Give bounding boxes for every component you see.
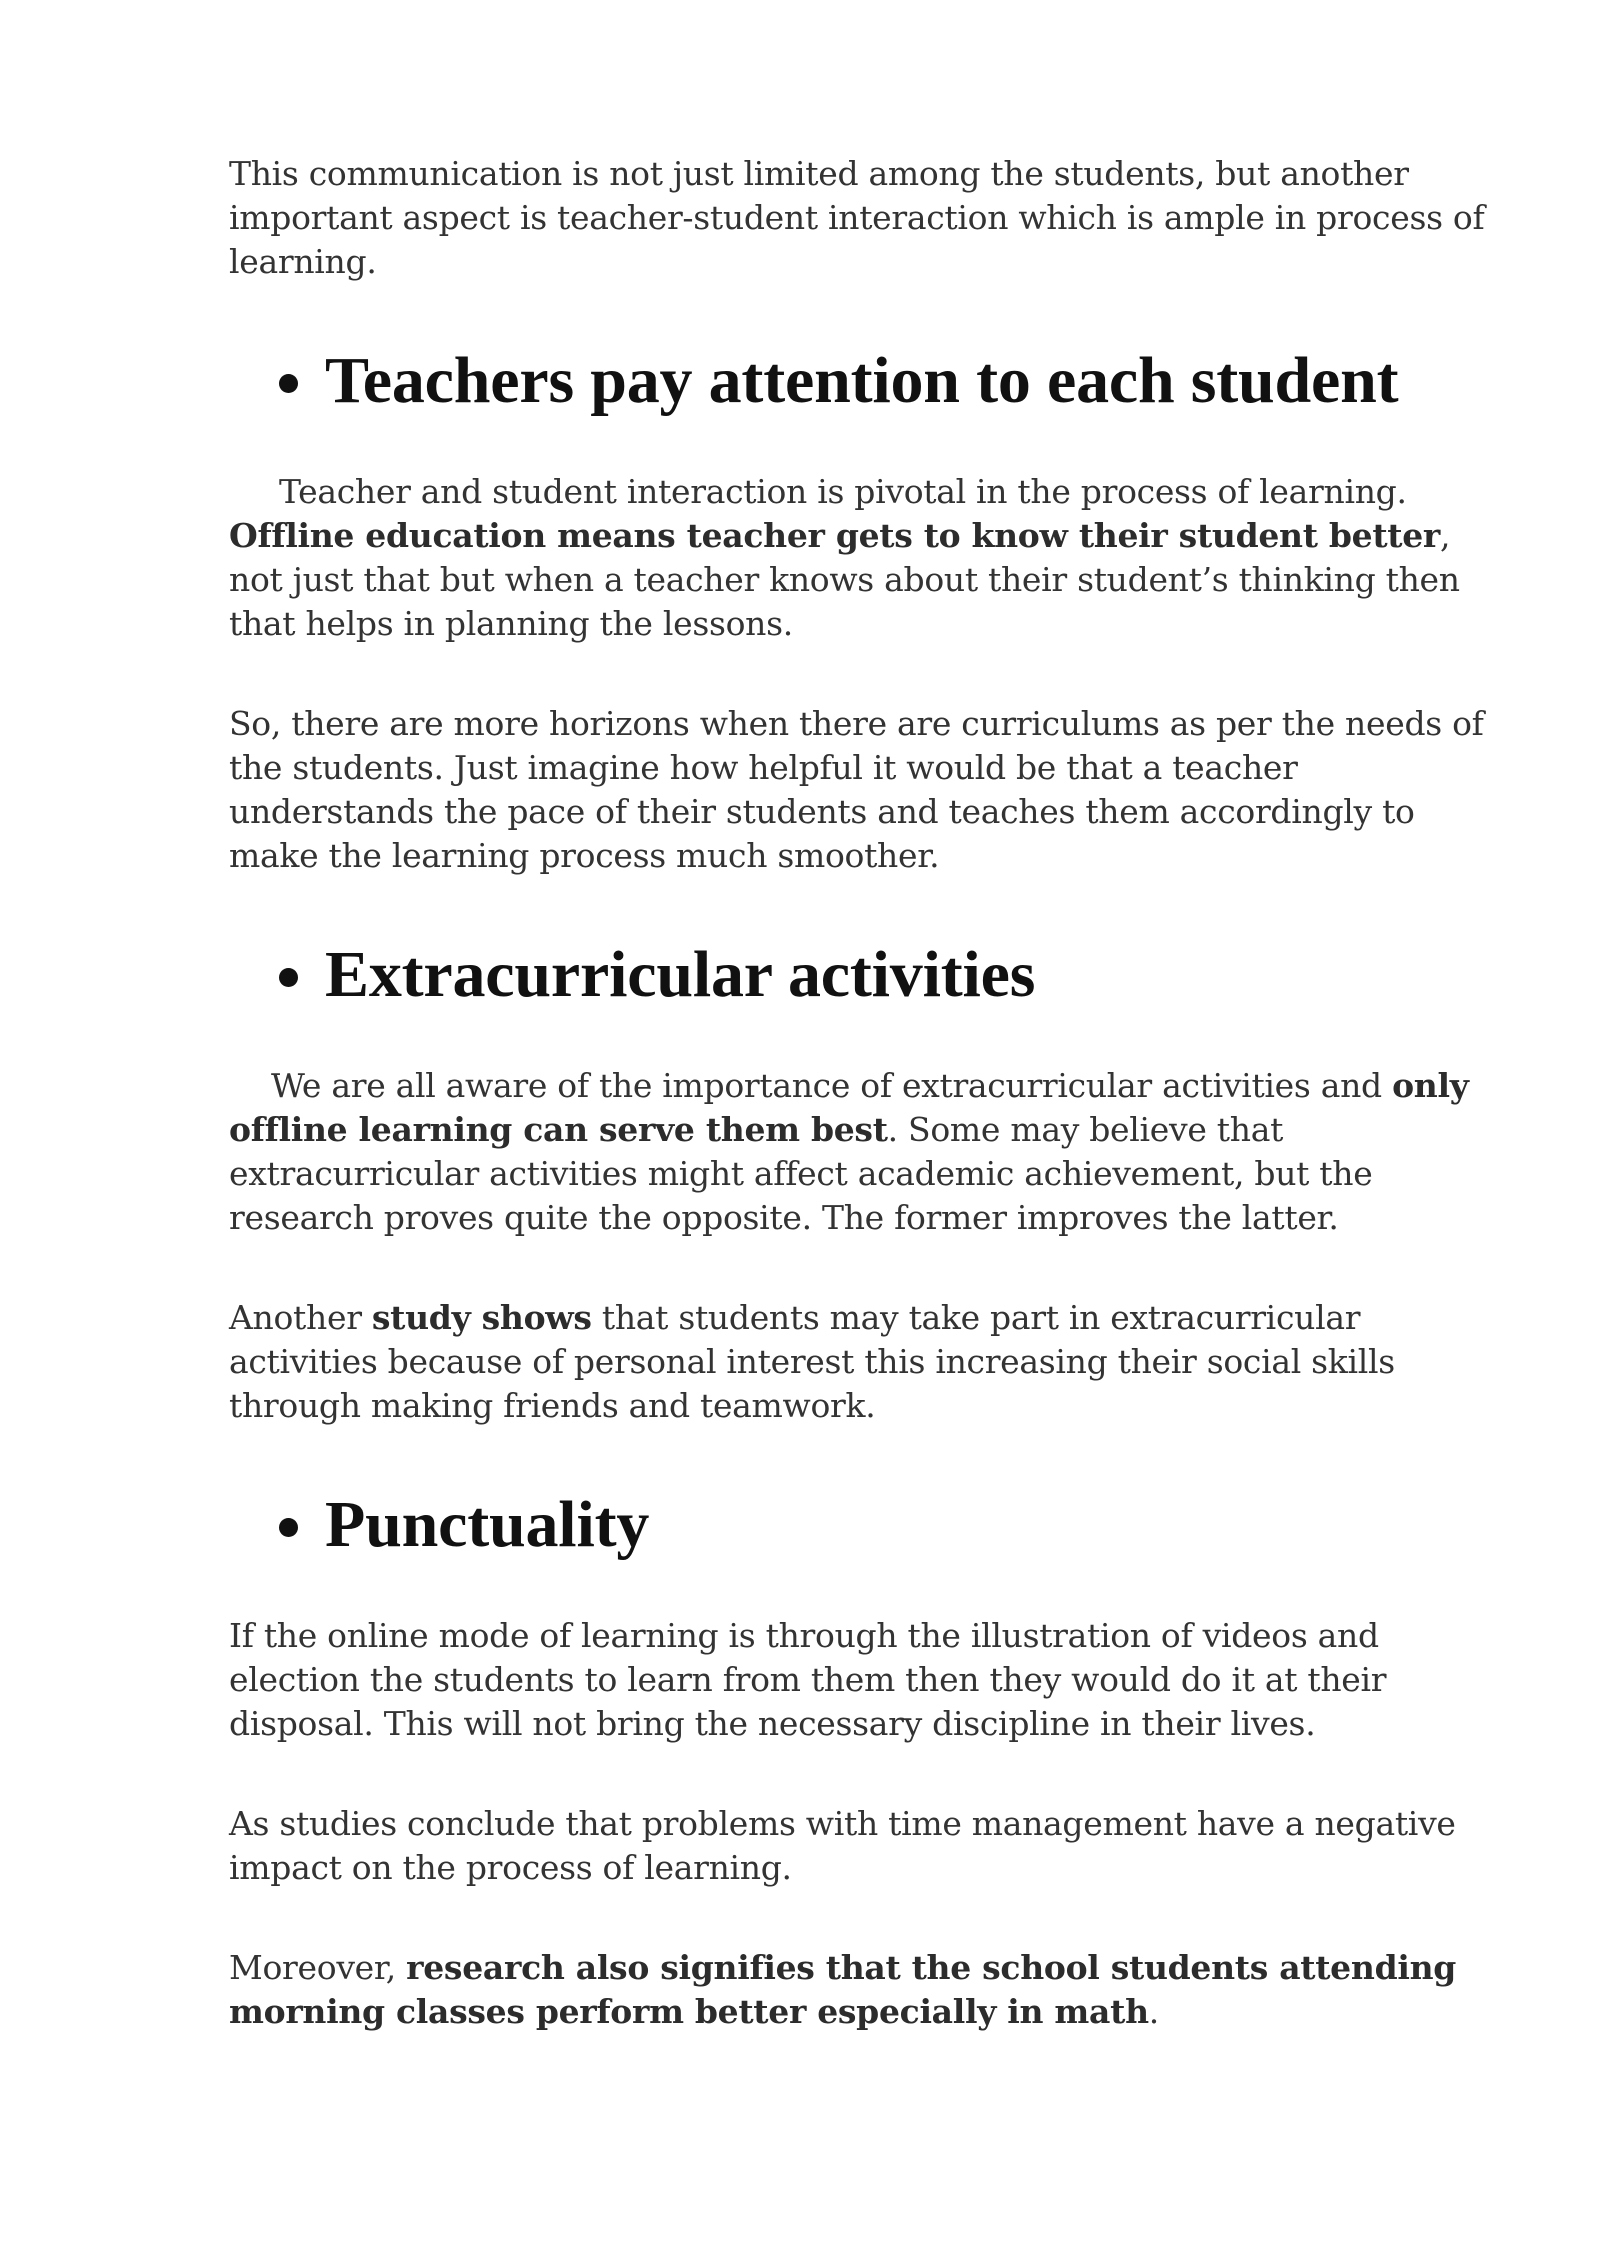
teachers-paragraph-1: [229, 470, 1491, 646]
punctuality-paragraph-1: If the online mode of learning is through the illustration of videos and election the students to learn from them then they would do it at their disposal. This will not bring the necessary discipline in their lives.: [229, 1616, 1387, 1743]
bullet-icon: [279, 374, 298, 393]
text-run: . Some may believe that extracurricular activities might affect academic achievement, but the research proves quite the opposite. The former improves the latter.: [229, 1110, 1373, 1237]
text-run: Moreover,: [229, 1948, 407, 1987]
punctuality-paragraph-2: As studies conclude that problems with time management have a negative impact on the process of learning.: [229, 1804, 1456, 1887]
punctuality-paragraph-3: [229, 1946, 1491, 2034]
text-run: , not just that but when a teacher knows about their student’s thinking then that helps in planning the lessons.: [229, 516, 1460, 643]
bold-text: Offline education means teacher gets to know their student better: [229, 516, 1441, 555]
bold-text: only offline learning can serve them best: [229, 1066, 1469, 1149]
heading-teachers-attention: [229, 341, 1491, 421]
heading-text: Teachers pay attention to each student: [325, 344, 1399, 417]
extracurricular-paragraph-2: [229, 1296, 1491, 1428]
heading-extracurricular: [229, 935, 1491, 1015]
bullet-icon: [279, 968, 298, 987]
heading-text: Punctuality: [325, 1488, 650, 1561]
extracurricular-paragraph-1: [229, 1064, 1491, 1240]
heading-text: Extracurricular activities: [325, 938, 1036, 1011]
intro-paragraph: This communication is not just limited among the students, but another important aspect is teacher-student interaction which is ample in process of learning.: [229, 154, 1485, 281]
text-run: Teacher and student interaction is pivotal in the process of learning.: [279, 472, 1407, 511]
bullet-icon: [279, 1518, 298, 1537]
text-run: .: [1148, 1992, 1159, 2031]
text-run: We are all aware of the importance of extracurricular activities and: [271, 1066, 1393, 1105]
bold-text: study shows: [371, 1298, 592, 1337]
text-run: Another: [229, 1298, 372, 1337]
heading-punctuality: [229, 1485, 1491, 1565]
text-run: that students may take part in extracurricular activities because of personal interest this increasing their social skills through making friends and teamwork.: [229, 1298, 1395, 1425]
bold-text: research also signifies that the school students attending morning classes perform better especially in math: [229, 1948, 1457, 2031]
teachers-paragraph-2: So, there are more horizons when there are curriculums as per the needs of the students. Just imagine how helpful it would be that a teacher understands the pace of their students and teaches them accordingly to make the learning process much smoother.: [229, 704, 1484, 875]
article: [229, 152, 1491, 2034]
